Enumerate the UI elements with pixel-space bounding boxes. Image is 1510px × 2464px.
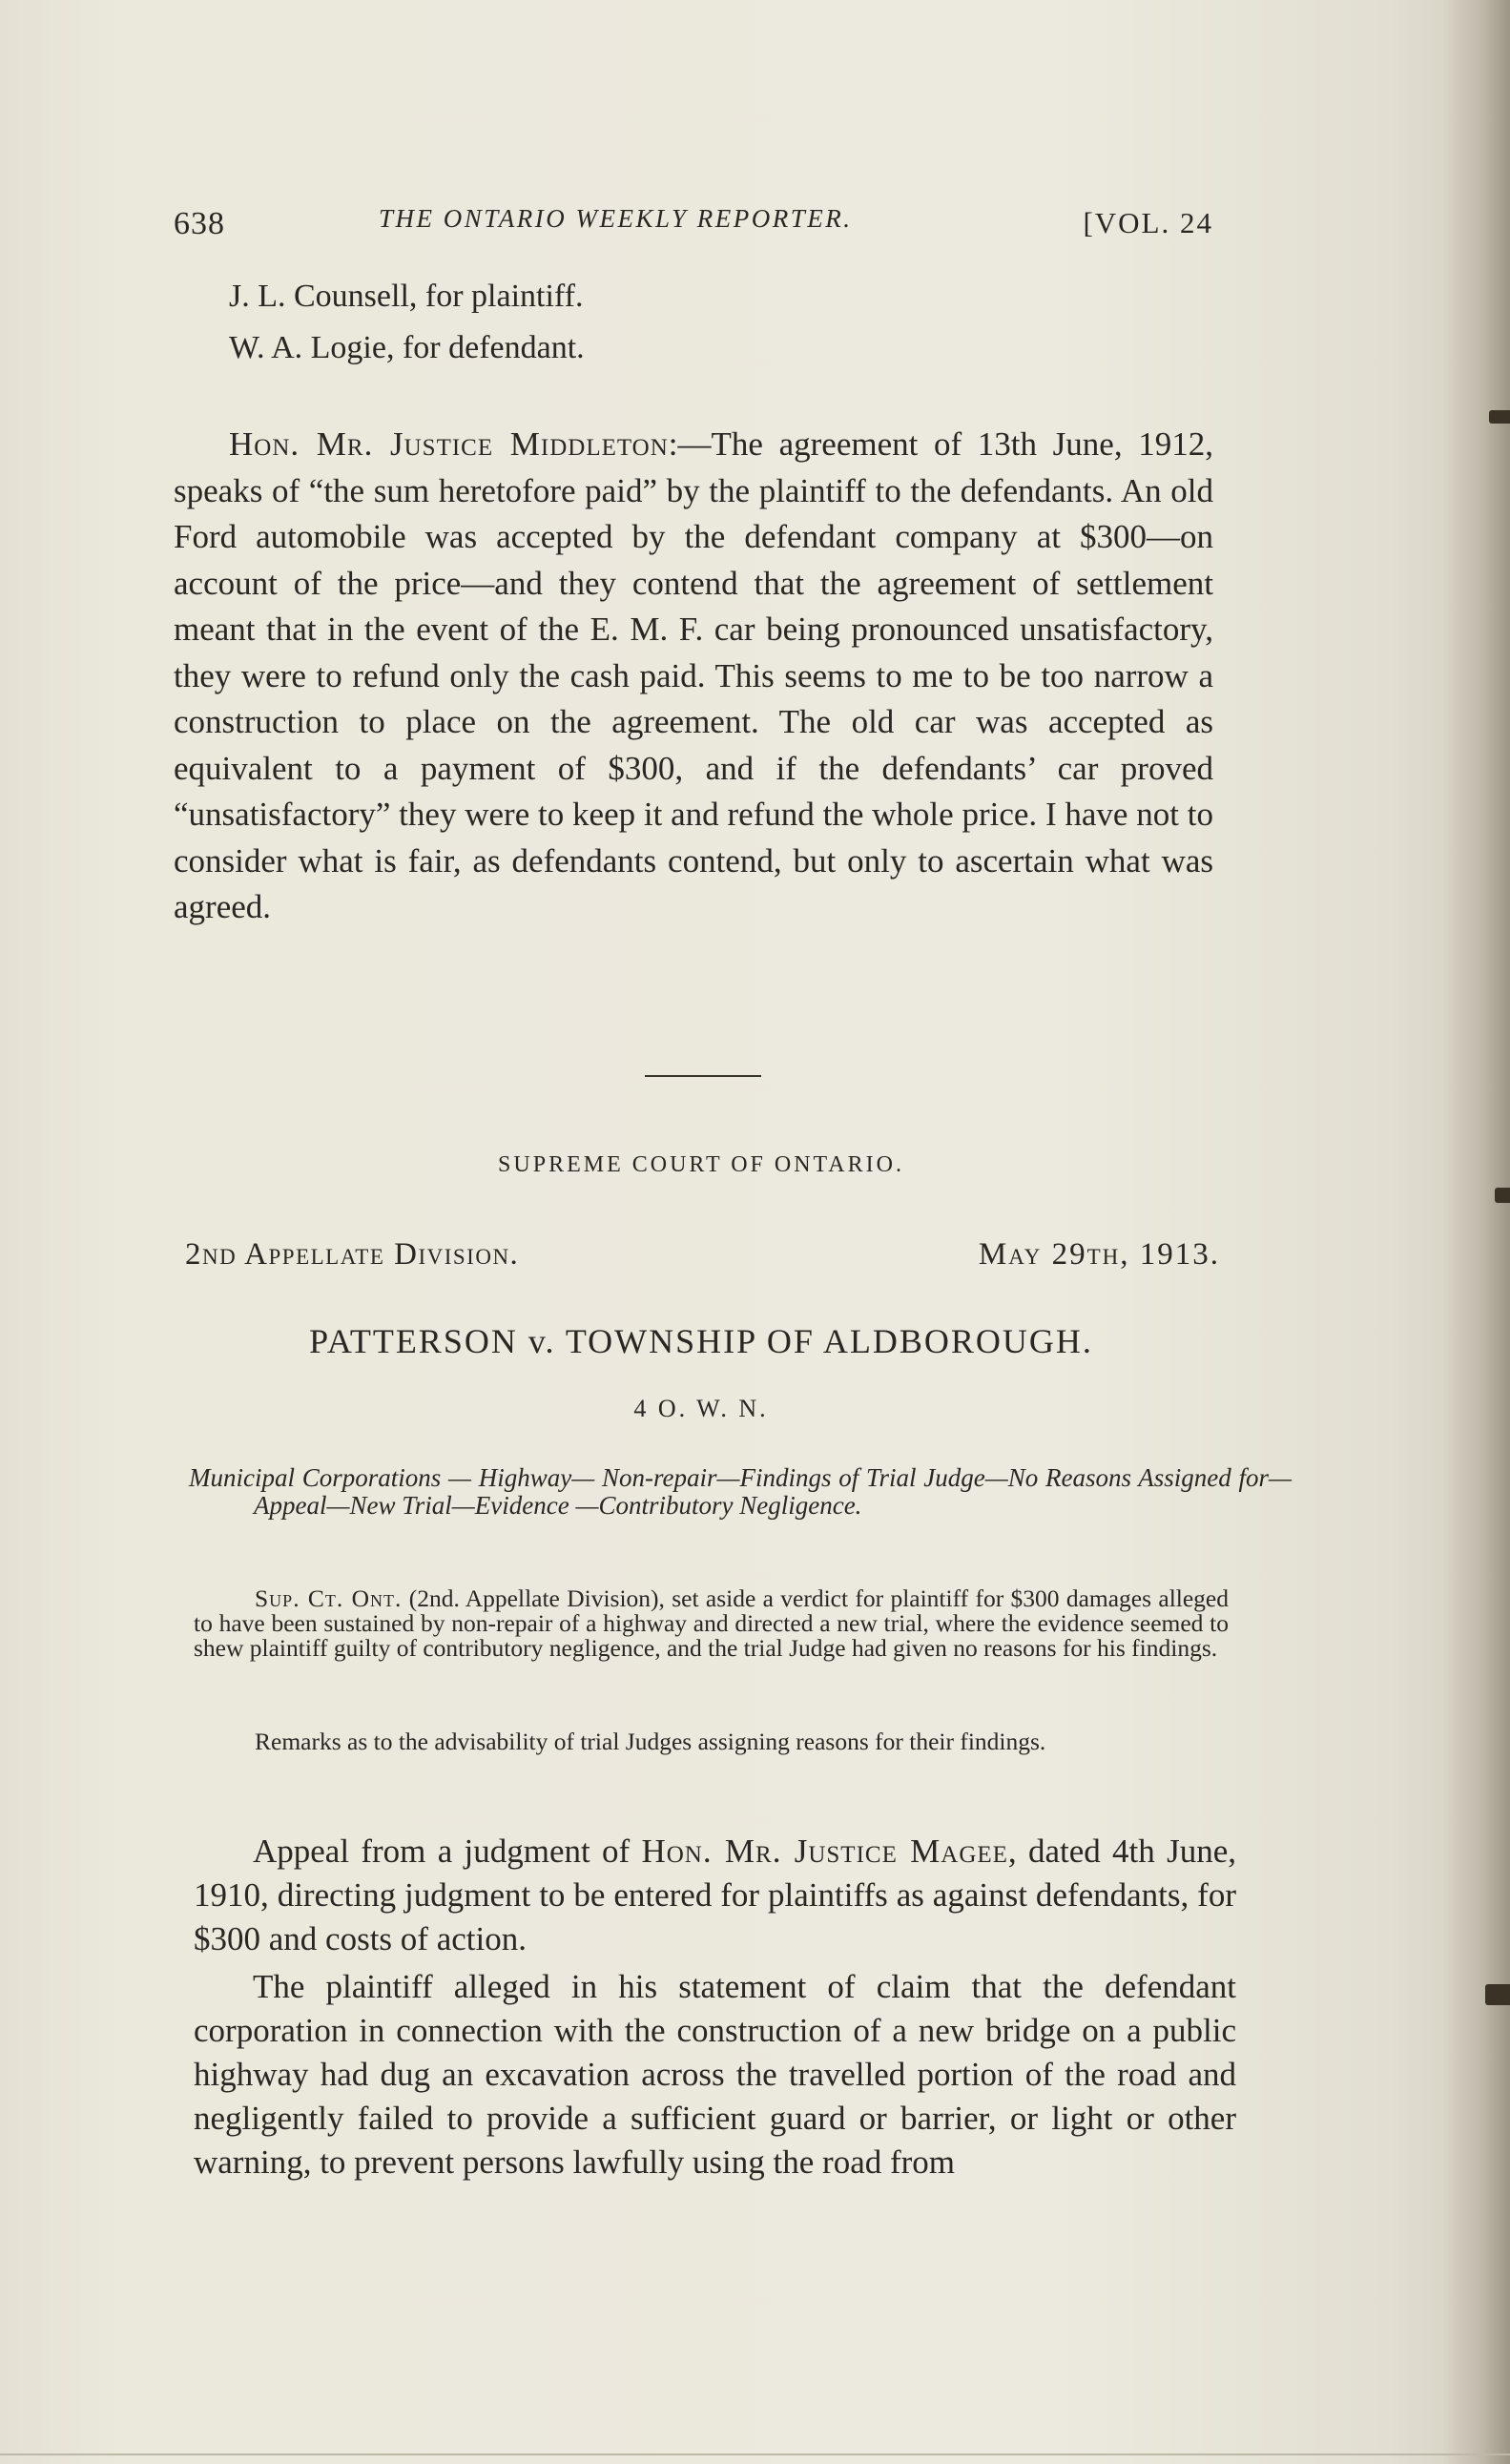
page-number: 638 [174, 206, 225, 241]
page-edge-mark [1495, 1188, 1510, 1203]
body-text: Appeal from a judgment of [253, 1832, 642, 1870]
decision-date: May 29th, 1913. [978, 1237, 1220, 1272]
catchwords: Municipal Corporations — Highway— Non-repair—Findings of Trial Judge—No Reasons Assigned for—Appeal—New Trial—Evidence —Contributory Negligence. [189, 1463, 1292, 1520]
journal-title: THE ONTARIO WEEKLY REPORTER. [379, 204, 853, 233]
judge-name: Hon. Mr. Justice Middleton [229, 425, 669, 463]
body-paragraph: The plaintiff alleged in his statement of claim that the defendant corporation in connection with the construction of a new bridge on a public highway had dug an excavation across the travelled portion of the road and negligently failed to provide a sufficient guard or barrier, or light or other warning, to prevent persons lawfully using the road from [194, 1968, 1236, 2181]
counsel-plaintiff: J. L. Counsell, for plaintiff. [229, 279, 584, 314]
court-reference: Sup. Ct. Ont. [255, 1584, 403, 1612]
trial-judge-name: Hon. Mr. Justice Magee [641, 1832, 1008, 1870]
running-head [174, 200, 1213, 248]
body-text: , dated 4th June, 1910, directing judgment to be entered for plaintiffs as against defendants, for $300 and costs of action. [194, 1832, 1236, 1957]
judgment-paragraph [174, 422, 1213, 931]
section-divider [645, 1075, 761, 1077]
page-edge-mark [1489, 410, 1510, 424]
body-paragraph [194, 1830, 1236, 1961]
court-name [0, 1152, 1402, 1178]
judgment-text: :—The agreement of 13th June, 1912, speaks of “the sum heretofore paid” by the plaintiff to the defendants. An old Ford automobile was accepted by the defendant company at $300—on account of the price—and they contend that the agreement of settlement meant that in the event of the E. M. F. car being pronounced unsatisfactory, they were to refund only the cash paid. This seems to me to be too narrow a construction to place on the agreement. The old car was accepted as equivalent to a payment of $300, and if the defendants’ car proved “unsatisfactory” they were to keep it and refund the whole price. I have not to consider what is fair, as defendants contend, but only to ascertain what was agreed. [174, 425, 1213, 925]
volume-label: [VOL. 24 [1083, 206, 1213, 239]
counsel-defendant: W. A. Logie, for defendant. [229, 330, 585, 365]
court-name-text: SUPREME COURT OF ONTARIO. [498, 1152, 904, 1177]
page-edge-shadow [1443, 0, 1510, 2464]
page-edge-mark [1485, 1984, 1510, 2005]
case-title: PATTERSON v. TOWNSHIP OF ALDBOROUGH. [309, 1322, 1093, 1360]
headnote-paragraph [194, 1586, 1229, 1661]
case-citation: 4 O. W. N. [633, 1395, 769, 1422]
headnote-text: (2nd. Appellate Division), set aside a verdict for plaintiff for $300 damages alleged to have been sustained by non-repair of a highway and directed a new trial, where the evidence seemed to shew plaintiff guilty of contributory negligence, and the trial Judge had given no reasons for his findings. [194, 1584, 1229, 1662]
page-bottom-edge [0, 2454, 1510, 2455]
division-label: 2nd Appellate Division. [185, 1237, 520, 1272]
headnote-remarks: Remarks as to the advisability of trial Judges assigning reasons for their findings. [255, 1728, 1046, 1755]
